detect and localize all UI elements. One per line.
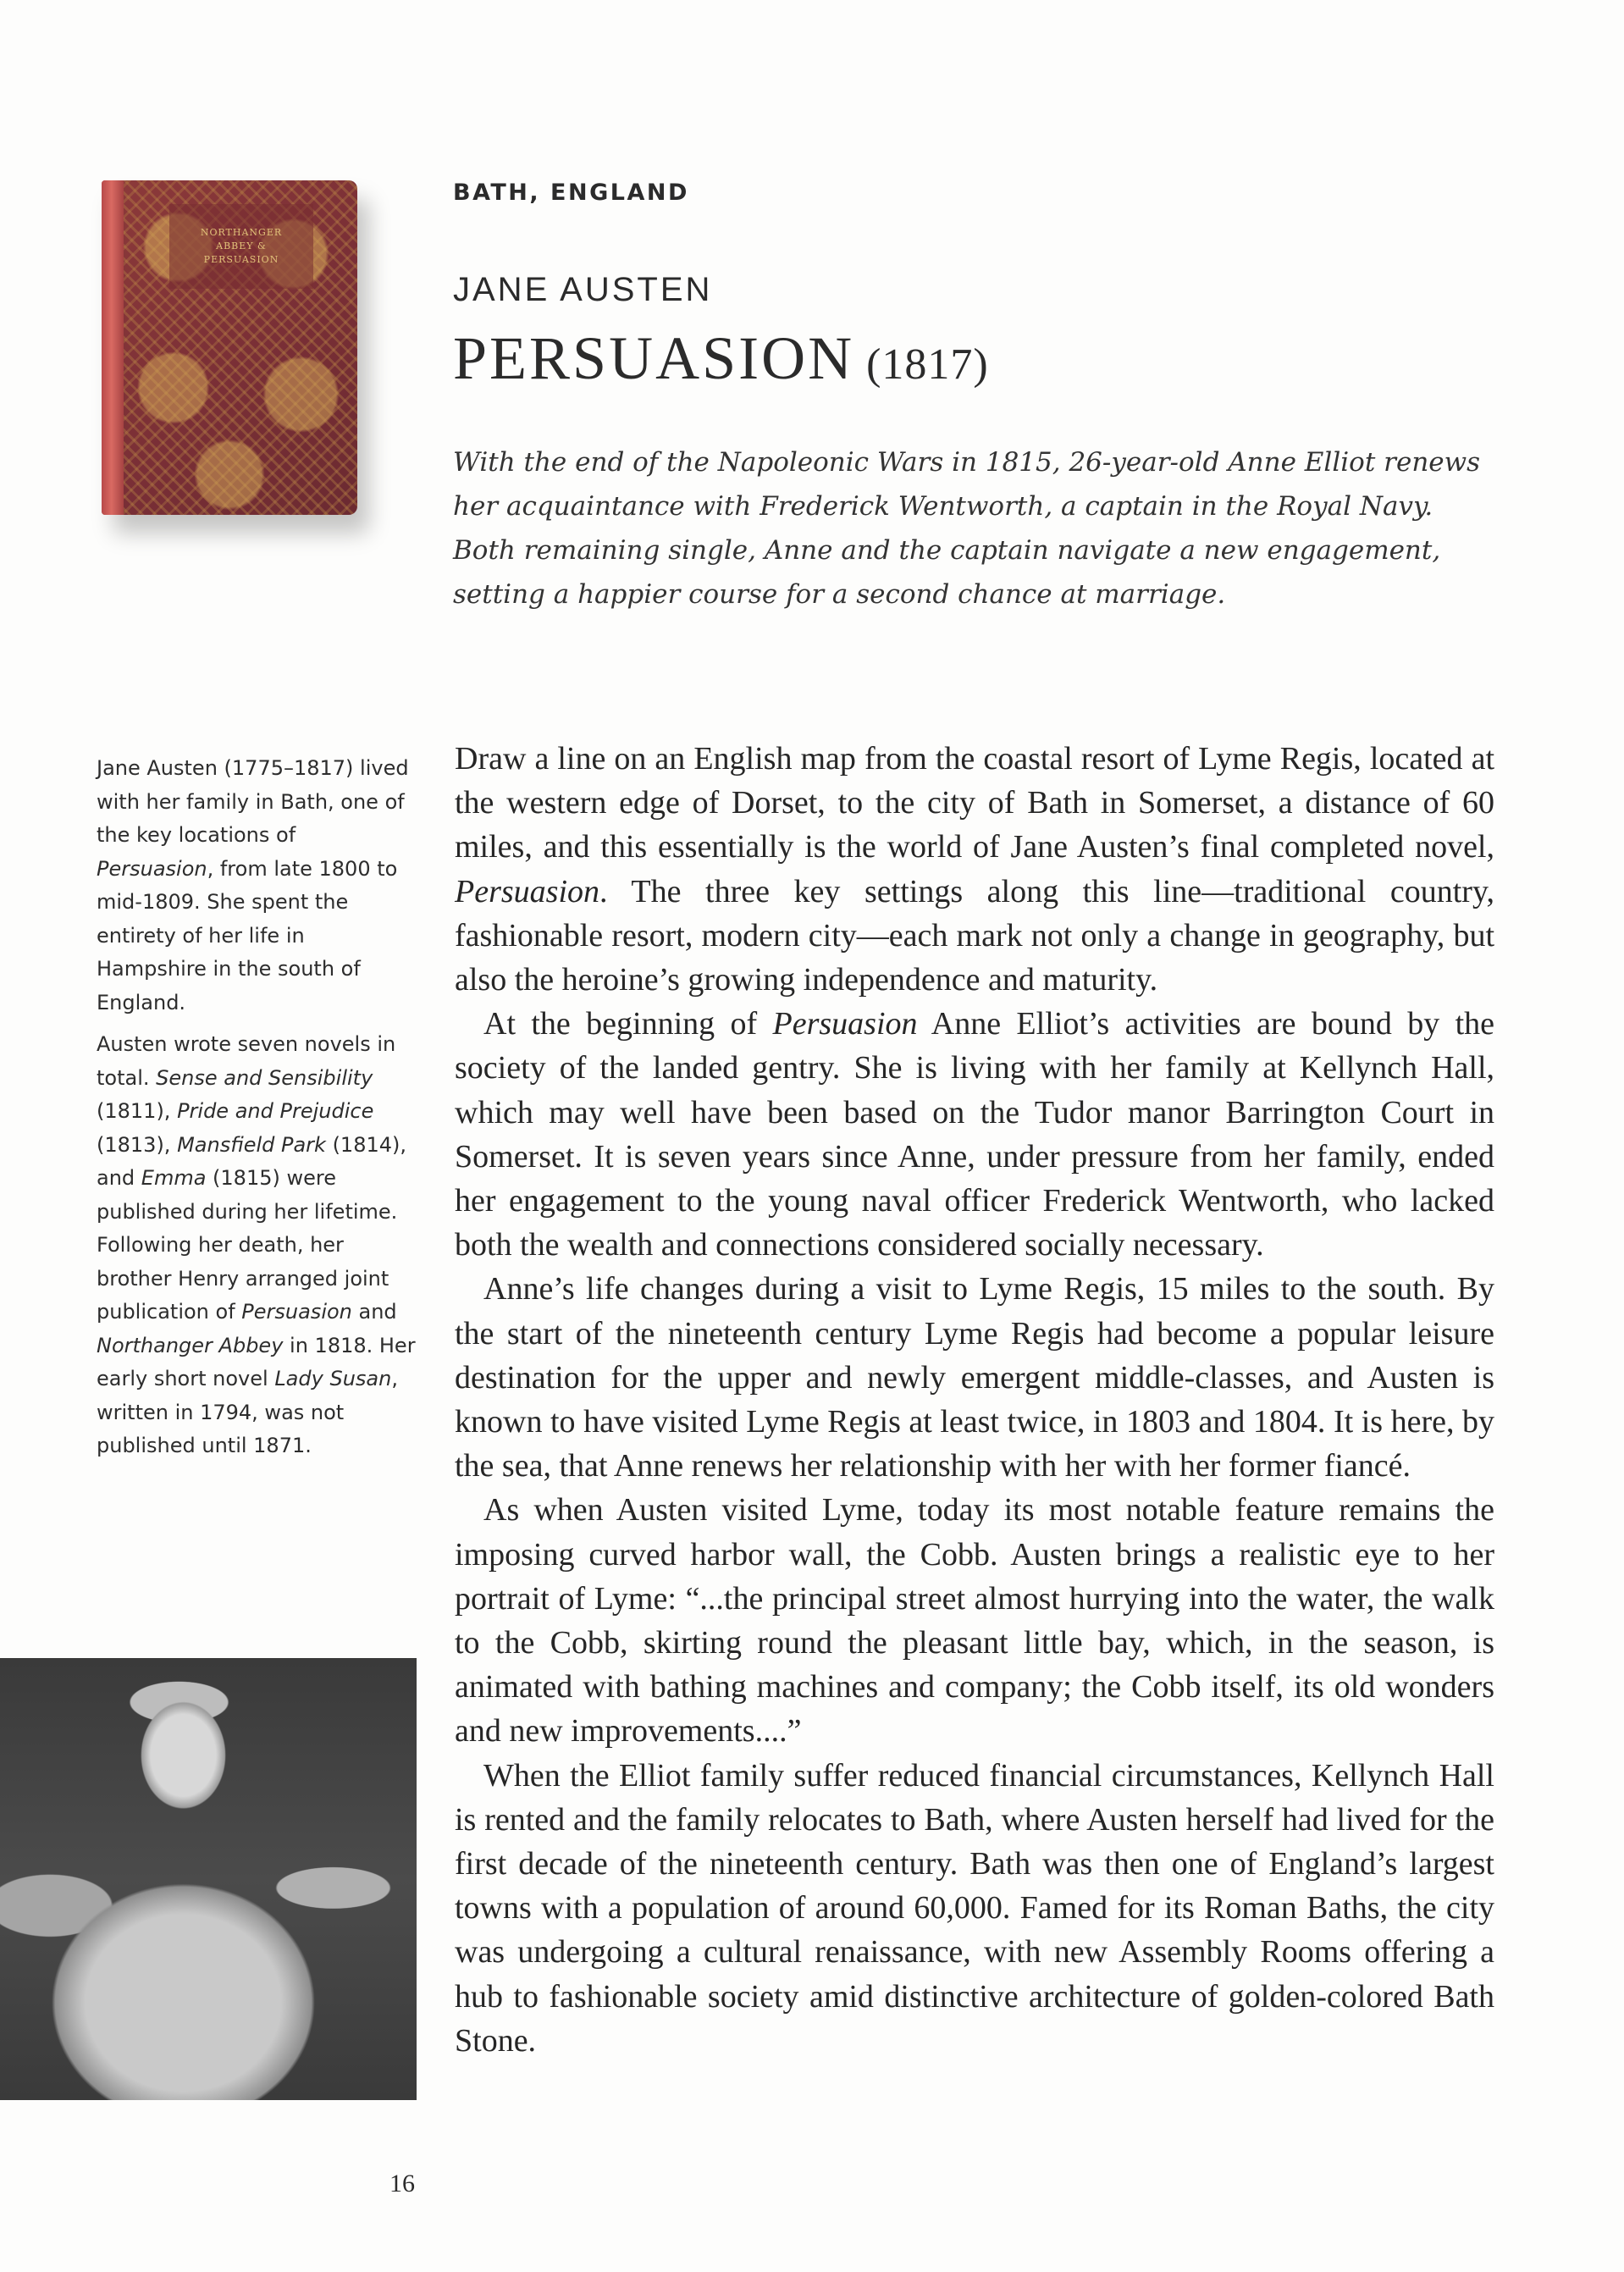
book-title-text: PERSUASION	[453, 324, 855, 392]
article-body	[455, 737, 1494, 2063]
sidebar-note-novels: Austen wrote seven novels in total. Sense and Sensibility (1811), Pride and Prejudice (1813), Mansfield Park (1814), and Emma (1815) were published during her lifetime. Following her death, her brother Henry arranged joint publication of Persuasion and Northanger Abbey in 1818. Her early short novel Lady Susan, written in 1794, was not published until 1871.	[97, 1032, 416, 1457]
sidebar-notes	[97, 752, 418, 1472]
author-name: JANE AUSTEN	[453, 271, 713, 308]
location-label: BATH, ENGLAND	[453, 180, 689, 206]
book-cover-line: PERSUASION	[203, 254, 279, 265]
body-paragraph: As when Austen visited Lyme, today its most notable feature remains the imposing curved harbor wall, the Cobb. Austen brings a realistic eye to her portrait of Lyme: “...the principal street almost hurrying into the water, the walk to the Cobb, skirting round the pleasant little bay, which, in the season, is animated with bathing machines and company; the Cobb itself, its old wonders and new improvements....”	[455, 1492, 1494, 1750]
author-portrait-image	[0, 1658, 417, 2100]
book-cover-cloth	[102, 180, 357, 515]
body-paragraph: At the beginning of Persuasion Anne Elliot’s activities are bound by the society of the landed gentry. She is living with her family at Kellynch Hall, which may well have been based on the Tudor manor Barrington Court in Somerset. It is seven years since Anne, under pressure from her family, ended her engagement to the young naval officer Frederick Wentworth, who lacked both the wealth and connections considered socially necessary.	[455, 1006, 1494, 1263]
sidebar-note-biography: Jane Austen (1775–1817) lived with her family in Bath, one of the key locations of Persuasion, from late 1800 to mid-1809. She spent the entirety of her life in Hampshire in the south of England.	[97, 756, 409, 1014]
intro-summary: With the end of the Napoleonic Wars in 1815, 26-year-old Anne Elliot renews her acquaintance with Frederick Wentworth, a captain in the Royal Navy. Both remaining single, Anne and the captain navigate a new engagement, setting a happier course for a second chance at marriage.	[453, 447, 1481, 610]
body-paragraph: Draw a line on an English map from the coastal resort of Lyme Regis, located at the western edge of Dorset, to the city of Bath in Somerset, a distance of 60 miles, and this essentially is the world of Jane Austen’s final completed novel, Persuasion. The three key settings along this line—traditional country, fashionable resort, modern city—each mark not only a change in geography, but also the heroine’s growing independence and maturity.	[455, 741, 1494, 998]
book-title	[453, 323, 989, 394]
body-paragraph: When the Elliot family suffer reduced financial circumstances, Kellynch Hall is rented and the family relocates to Bath, where Austen herself had lived for the first decade of the nineteenth century. Bath was then one of England’s largest towns with a population of around 60,000. Famed for its Roman Baths, the city was undergoing a cultural renaissance, with new Assembly Rooms offering a hub to fashionable society amid distinctive architecture of golden-colored Bath Stone.	[455, 1757, 1494, 2059]
book-cover-line: NORTHANGER	[200, 227, 283, 238]
book-cover-title-plate	[169, 204, 313, 289]
book-spine	[102, 180, 124, 515]
publication-year: (1817)	[866, 340, 989, 389]
book-cover-line: ABBEY &	[216, 240, 267, 252]
page-number: 16	[389, 2170, 415, 2197]
book-cover-image	[102, 180, 357, 515]
body-paragraph: Anne’s life changes during a visit to Lyme Regis, 15 miles to the south. By the start of the nineteenth century Lyme Regis had become a popular leisure destination for the upper and newly emergent middle-classes, and Austen is known to have visited Lyme Regis at least twice, in 1803 and 1804. It is here, by the sea, that Anne renews her relationship with her with her former fiancé.	[455, 1271, 1494, 1484]
